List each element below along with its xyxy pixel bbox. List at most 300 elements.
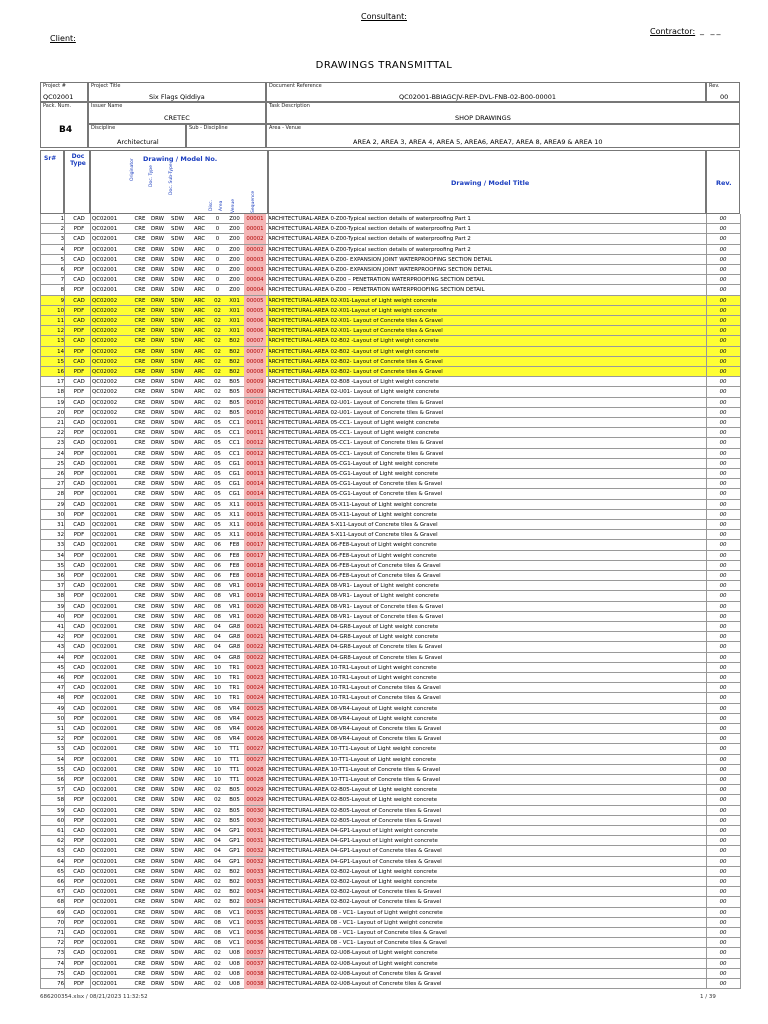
row-doc-type: PDF	[73, 736, 85, 743]
row-sr: 31	[57, 522, 64, 528]
row-doc-sub-type: SDW	[171, 889, 184, 896]
table-divider	[740, 214, 741, 989]
row-area: 04	[214, 634, 221, 641]
table-row	[40, 612, 740, 622]
row-doc-type-code: DRW	[150, 348, 164, 355]
row-sr: 74	[57, 960, 64, 967]
row-revision: 00	[719, 236, 727, 243]
row-sr: 35	[57, 562, 64, 569]
row-venue: CG1	[228, 471, 241, 477]
row-doc-sub-type: SDW	[171, 430, 184, 437]
row-venue: VC1	[229, 940, 240, 947]
row-title: ARCHITECTURAL-AREA 10-TR1-Layout of Light weight concrete	[268, 664, 437, 671]
row-revision: 00	[719, 675, 727, 681]
row-project: QC02001	[92, 858, 118, 865]
row-sr: 50	[57, 715, 64, 722]
row-area: 10	[214, 695, 221, 702]
row-doc-type-code: DRW	[150, 287, 164, 294]
row-doc-type-code: DRW	[150, 542, 164, 549]
row-sequence: 00031	[244, 826, 266, 836]
row-project: QC02001	[92, 675, 118, 681]
row-venue: FE8	[229, 542, 240, 549]
row-venue: VR4	[229, 705, 240, 712]
row-project: QC02001	[92, 430, 118, 437]
row-sr: 75	[57, 970, 64, 977]
row-area: 0	[215, 277, 220, 284]
row-doc-sub-type: SDW	[171, 970, 184, 977]
discipline-label: Discipline	[91, 125, 116, 131]
row-originator: CRE	[134, 766, 146, 773]
row-doc-type-code: DRW	[150, 746, 164, 753]
row-title: ARCHITECTURAL-AREA 04-GP1-Layout of Concrete tiles & Gravel	[268, 848, 442, 855]
row-title: ARCHITECTURAL-AREA 02-U08-Layout of Concrete tiles & Gravel	[268, 970, 442, 977]
row-doc-type-code: DRW	[150, 328, 164, 335]
row-doc-type-code: DRW	[150, 664, 164, 671]
row-discipline: ARC	[194, 318, 205, 324]
table-row	[40, 561, 740, 571]
row-title: ARCHITECTURAL-AREA 5-X11-Layout of Concrete tiles & Gravel	[268, 522, 438, 528]
row-doc-sub-type: SDW	[171, 828, 184, 834]
row-doc-sub-type: SDW	[171, 409, 184, 416]
row-sr: 65	[57, 868, 64, 875]
row-doc-type-code: DRW	[150, 868, 164, 875]
row-sequence: 00003	[244, 255, 266, 265]
row-sr: 7	[60, 277, 64, 284]
row-discipline: ARC	[194, 828, 205, 834]
row-discipline: ARC	[194, 777, 205, 783]
row-project: QC02001	[92, 726, 118, 732]
row-doc-type: CAD	[73, 603, 85, 610]
row-doc-type-code: DRW	[150, 226, 164, 233]
pack-number-value: B4	[59, 125, 73, 135]
row-area: 05	[214, 420, 221, 426]
row-revision: 00	[719, 766, 727, 773]
row-project: QC02001	[92, 573, 118, 579]
row-doc-type: PDF	[73, 919, 85, 926]
row-revision: 00	[719, 562, 727, 569]
row-revision: 00	[719, 287, 727, 294]
area-venue-label: Area - Venue	[269, 125, 302, 131]
row-project: QC02001	[92, 879, 118, 885]
table-row	[40, 347, 740, 357]
row-doc-type: PDF	[73, 879, 85, 885]
row-doc-type: CAD	[73, 909, 85, 916]
row-doc-type: PDF	[73, 267, 85, 273]
row-project: QC02002	[92, 358, 118, 365]
row-title: ARCHITECTURAL-AREA 05-CG1-Layout of Concrete tiles & Gravel	[268, 491, 443, 498]
revision-value: 00	[720, 93, 729, 101]
row-title: ARCHITECTURAL-AREA 08-VR4-Layout of Light weight concrete	[268, 705, 438, 712]
row-project: QC02001	[92, 267, 118, 273]
row-doc-type: PDF	[73, 899, 85, 906]
row-area: 0	[215, 216, 220, 222]
row-revision: 00	[719, 216, 727, 222]
row-title: ARCHITECTURAL-AREA 02-B08 -Layout of Light weight concrete	[268, 379, 439, 386]
row-discipline: ARC	[194, 338, 205, 345]
table-row	[40, 418, 740, 428]
row-project: QC02001	[92, 848, 118, 855]
row-doc-sub-type: SDW	[171, 399, 184, 406]
row-project: QC02002	[92, 369, 118, 375]
row-originator: CRE	[134, 532, 146, 539]
row-doc-type: PDF	[73, 838, 85, 845]
row-discipline: ARC	[194, 389, 205, 396]
row-originator: CRE	[134, 736, 146, 743]
row-title: ARCHITECTURAL-AREA 08 - VC1- Layout of Light weight concrete	[268, 919, 443, 926]
row-revision: 00	[719, 307, 727, 314]
row-doc-type-code: DRW	[150, 297, 164, 304]
row-originator: CRE	[134, 950, 146, 957]
row-sr: 32	[57, 532, 64, 539]
row-discipline: ARC	[194, 664, 205, 671]
row-doc-sub-type: SDW	[171, 256, 184, 263]
row-discipline: ARC	[194, 838, 205, 845]
row-doc-type-code: DRW	[150, 797, 164, 804]
row-sequence: 00037	[244, 959, 266, 969]
row-area: 08	[214, 736, 221, 743]
row-sequence: 00016	[244, 530, 266, 540]
row-project: QC02001	[92, 705, 118, 712]
row-revision: 00	[719, 879, 727, 885]
row-doc-type-code: DRW	[150, 307, 164, 314]
row-venue: X01	[229, 307, 240, 314]
row-sequence: 00002	[244, 245, 266, 255]
table-row	[40, 959, 740, 969]
table-row	[40, 795, 740, 805]
row-sr: 1	[60, 216, 64, 222]
row-originator: CRE	[134, 511, 146, 518]
row-project: QC02001	[92, 542, 118, 549]
row-sequence: 00004	[244, 275, 266, 285]
row-venue: VR4	[229, 715, 240, 722]
row-sr: 23	[57, 440, 64, 447]
row-doc-type-code: DRW	[150, 532, 164, 539]
row-title: ARCHITECTURAL-AREA 02-X01- Layout of Concrete tiles & Gravel	[268, 328, 443, 335]
row-doc-type-code: DRW	[150, 522, 164, 528]
row-doc-sub-type: SDW	[171, 807, 184, 814]
row-discipline: ARC	[194, 756, 205, 763]
row-venue: B05	[229, 399, 240, 406]
row-doc-sub-type: SDW	[171, 562, 184, 569]
row-sr: 18	[57, 389, 64, 396]
row-title: ARCHITECTURAL-AREA 02-B02 -Layout of Light weight concrete	[268, 338, 439, 345]
row-title: ARCHITECTURAL-AREA 0-Z00-Typical section details of waterproofing Part 1	[268, 226, 471, 233]
row-sr: 33	[57, 542, 64, 549]
row-revision: 00	[719, 807, 727, 814]
row-project: QC02001	[92, 420, 118, 426]
row-originator: CRE	[134, 624, 146, 630]
issuer-label: Issuer Name	[91, 103, 123, 109]
table-row	[40, 867, 740, 877]
row-doc-type-code: DRW	[150, 644, 164, 651]
row-doc-sub-type: SDW	[171, 960, 184, 967]
revision-label: Rev.	[709, 83, 720, 89]
row-sr: 44	[57, 654, 64, 661]
row-sequence: 00015	[244, 500, 266, 510]
row-doc-type: PDF	[73, 246, 85, 253]
row-doc-sub-type: SDW	[171, 348, 184, 355]
row-project: QC02001	[92, 287, 118, 294]
row-area: 02	[214, 307, 221, 314]
row-doc-type: CAD	[73, 746, 85, 753]
row-discipline: ARC	[194, 511, 205, 518]
row-venue: GR8	[228, 634, 241, 641]
row-sequence: 00021	[244, 632, 266, 642]
row-sr: 46	[57, 675, 64, 681]
row-revision: 00	[719, 909, 727, 916]
row-doc-sub-type: SDW	[171, 726, 184, 732]
row-doc-sub-type: SDW	[171, 644, 184, 651]
row-sr: 61	[57, 828, 64, 834]
row-sr: 9	[60, 297, 64, 304]
table-row	[40, 214, 740, 224]
row-revision: 00	[719, 777, 727, 783]
row-project: QC02001	[92, 593, 118, 600]
row-revision: 00	[719, 868, 727, 875]
table-row	[40, 908, 740, 918]
table-row	[40, 428, 740, 438]
table-row	[40, 265, 740, 275]
row-sr: 15	[57, 358, 64, 365]
row-doc-sub-type: SDW	[171, 695, 184, 702]
row-discipline: ARC	[194, 634, 205, 641]
table-row	[40, 275, 740, 285]
row-revision: 00	[719, 369, 727, 375]
row-sr: 41	[57, 624, 64, 630]
table-row	[40, 918, 740, 928]
row-doc-sub-type: SDW	[171, 573, 184, 579]
row-sequence: 00026	[244, 734, 266, 744]
row-doc-sub-type: SDW	[171, 389, 184, 396]
row-doc-sub-type: SDW	[171, 511, 184, 518]
row-title: ARCHITECTURAL-AREA 08 - VC1- Layout of Light weight concrete	[268, 909, 443, 916]
row-venue: GR8	[228, 624, 241, 630]
row-sequence: 00016	[244, 520, 266, 530]
row-sr: 73	[57, 950, 64, 957]
row-revision: 00	[719, 481, 727, 488]
row-doc-type-code: DRW	[150, 817, 164, 824]
row-doc-type: CAD	[73, 624, 85, 630]
table-divider	[90, 214, 91, 989]
row-doc-type: PDF	[73, 981, 85, 987]
row-originator: CRE	[134, 828, 146, 834]
row-area: 02	[214, 817, 221, 824]
row-project: QC02001	[92, 634, 118, 641]
row-discipline: ARC	[194, 858, 205, 865]
row-area: 02	[214, 379, 221, 386]
row-doc-sub-type: SDW	[171, 236, 184, 243]
row-project: QC02001	[92, 868, 118, 875]
row-area: 04	[214, 654, 221, 661]
row-venue: U08	[229, 970, 240, 977]
row-sr: 21	[57, 420, 64, 426]
row-sequence: 00001	[244, 224, 266, 234]
row-doc-type-code: DRW	[150, 715, 164, 722]
row-revision: 00	[719, 338, 727, 345]
row-doc-sub-type: SDW	[171, 603, 184, 610]
row-area: 05	[214, 471, 221, 477]
row-project: QC02001	[92, 756, 118, 763]
row-revision: 00	[719, 981, 727, 987]
table-row	[40, 969, 740, 979]
row-originator: CRE	[134, 940, 146, 947]
row-venue: X01	[229, 297, 240, 304]
row-sr: 47	[57, 685, 64, 692]
row-revision: 00	[719, 603, 727, 610]
header-area: Area	[219, 200, 224, 211]
row-doc-type-code: DRW	[150, 624, 164, 630]
row-sequence: 00007	[244, 336, 266, 346]
row-doc-sub-type: SDW	[171, 420, 184, 426]
row-doc-sub-type: SDW	[171, 440, 184, 447]
row-sr: 2	[60, 226, 64, 233]
row-sequence: 00032	[244, 857, 266, 867]
row-area: 02	[214, 328, 221, 335]
row-venue: GP1	[229, 838, 240, 845]
table-row	[40, 571, 740, 581]
row-doc-sub-type: SDW	[171, 307, 184, 314]
row-area: 10	[214, 777, 221, 783]
row-discipline: ARC	[194, 736, 205, 743]
row-doc-type-code: DRW	[150, 858, 164, 865]
row-title: ARCHITECTURAL-AREA 02-B02- Layout of Concrete tiles & Gravel	[268, 358, 443, 365]
row-title: ARCHITECTURAL-AREA 0-Z00- EXPANSION JOINT WATERPROOFING SECTION DETAIL	[268, 256, 493, 263]
row-title: ARCHITECTURAL-AREA 02-U01- Layout of Concrete tiles & Gravel	[268, 399, 444, 406]
row-area: 10	[214, 675, 221, 681]
row-discipline: ARC	[194, 848, 205, 855]
row-discipline: ARC	[194, 409, 205, 416]
row-doc-type-code: DRW	[150, 338, 164, 345]
row-sequence: 00002	[244, 234, 266, 244]
row-venue: B02	[229, 889, 240, 896]
row-doc-type: PDF	[73, 552, 85, 559]
row-originator: CRE	[134, 420, 146, 426]
issuer-cell	[88, 102, 266, 124]
row-doc-type: CAD	[73, 930, 85, 936]
row-project: QC02001	[92, 532, 118, 539]
table-row	[40, 602, 740, 612]
row-area: 05	[214, 522, 221, 528]
row-title: ARCHITECTURAL-AREA 02-B02-Layout of Light weight concrete	[268, 879, 438, 885]
row-venue: VR1	[229, 603, 240, 610]
table-row	[40, 744, 740, 754]
row-sequence: 00028	[244, 765, 266, 775]
table-row	[40, 316, 740, 326]
row-project: QC02002	[92, 379, 118, 386]
row-sr: 17	[57, 379, 64, 386]
row-revision: 00	[719, 685, 727, 692]
row-discipline: ARC	[194, 491, 205, 498]
row-title: ARCHITECTURAL-AREA 02-B02- Layout of Concrete tiles & Gravel	[268, 369, 443, 375]
row-title: ARCHITECTURAL-AREA 0-Z00-Typical section details of waterproofing Part 1	[268, 216, 471, 222]
row-title: ARCHITECTURAL-AREA 0-Z00-Typical section details of waterproofing Part 2	[268, 246, 471, 253]
row-area: 02	[214, 297, 221, 304]
row-sequence: 00010	[244, 408, 266, 418]
row-project: QC02002	[92, 409, 118, 416]
row-sequence: 00029	[244, 785, 266, 795]
row-discipline: ARC	[194, 613, 205, 620]
row-doc-type: PDF	[73, 940, 85, 947]
row-doc-type-code: DRW	[150, 930, 164, 936]
row-doc-type-code: DRW	[150, 481, 164, 488]
row-venue: B05	[229, 389, 240, 396]
row-title: ARCHITECTURAL-AREA 05-CG1-Layout of Concrete tiles & Gravel	[268, 481, 443, 488]
row-originator: CRE	[134, 981, 146, 987]
row-discipline: ARC	[194, 226, 205, 233]
row-doc-sub-type: SDW	[171, 613, 184, 620]
row-discipline: ARC	[194, 379, 205, 386]
row-doc-type: PDF	[73, 287, 85, 294]
row-doc-type: CAD	[73, 970, 85, 977]
row-venue: VR1	[229, 613, 240, 620]
row-venue: CC1	[229, 440, 240, 447]
row-venue: B05	[229, 379, 240, 386]
table-row	[40, 591, 740, 601]
row-discipline: ARC	[194, 807, 205, 814]
row-doc-type-code: DRW	[150, 603, 164, 610]
pack-number-label: Pack. Num.	[43, 103, 72, 109]
table-divider	[706, 214, 707, 989]
row-revision: 00	[719, 828, 727, 834]
row-area: 05	[214, 450, 221, 457]
row-title: ARCHITECTURAL-AREA 05-X11-Layout of Light weight concrete	[268, 511, 437, 518]
row-project: QC02001	[92, 960, 118, 967]
project-number-value: QC02001	[43, 93, 74, 101]
row-sr: 10	[57, 307, 64, 314]
row-doc-type: PDF	[73, 613, 85, 620]
table-row	[40, 581, 740, 591]
row-discipline: ARC	[194, 501, 205, 508]
row-sequence: 00005	[244, 296, 266, 306]
row-sr: 11	[57, 318, 64, 324]
row-doc-sub-type: SDW	[171, 838, 184, 845]
table-row	[40, 765, 740, 775]
row-project: QC02001	[92, 919, 118, 926]
row-doc-type: CAD	[73, 379, 85, 386]
row-sr: 55	[57, 766, 64, 773]
row-discipline: ARC	[194, 675, 205, 681]
row-sequence: 00014	[244, 479, 266, 489]
row-project: QC02001	[92, 838, 118, 845]
row-discipline: ARC	[194, 562, 205, 569]
row-project: QC02001	[92, 807, 118, 814]
table-row	[40, 336, 740, 346]
row-originator: CRE	[134, 542, 146, 549]
row-originator: CRE	[134, 654, 146, 661]
row-venue: B02	[229, 338, 240, 345]
row-doc-sub-type: SDW	[171, 226, 184, 233]
row-sequence: 00030	[244, 816, 266, 826]
row-area: 05	[214, 481, 221, 488]
row-sequence: 00009	[244, 377, 266, 387]
row-sequence: 00036	[244, 938, 266, 948]
row-project: QC02001	[92, 522, 118, 528]
row-originator: CRE	[134, 552, 146, 559]
row-title: ARCHITECTURAL-AREA 08-VR4-Layout of Concrete tiles & Gravel	[268, 726, 442, 732]
row-doc-sub-type: SDW	[171, 246, 184, 253]
table-row	[40, 663, 740, 673]
row-revision: 00	[719, 267, 727, 273]
table-row	[40, 714, 740, 724]
row-project: QC02001	[92, 766, 118, 773]
row-discipline: ARC	[194, 787, 205, 794]
row-originator: CRE	[134, 358, 146, 365]
table-row	[40, 846, 740, 856]
row-doc-sub-type: SDW	[171, 287, 184, 294]
row-doc-sub-type: SDW	[171, 277, 184, 284]
row-venue: CC1	[229, 430, 240, 437]
row-project: QC02001	[92, 236, 118, 243]
